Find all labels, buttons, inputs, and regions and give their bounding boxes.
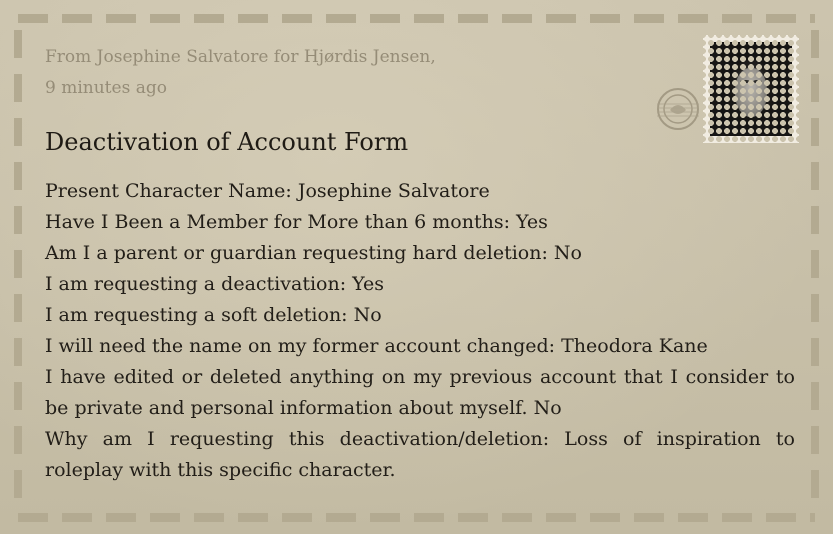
form-line-guardian: Am I a parent or guardian requesting hard deletion: No: [45, 242, 582, 264]
message-body: [45, 176, 795, 486]
airmail-border-top: [18, 14, 815, 23]
form-line-membership: Have I Been a Member for More than 6 months: Yes: [45, 211, 548, 233]
form-line-character-name: Present Character Name: Josephine Salvatore: [45, 180, 490, 202]
form-line-private-info: I have edited or deleted anything on my previous account that I consider to be private and personal information about myself. No: [45, 366, 795, 419]
message-meta: [45, 42, 465, 104]
form-line-name-change: I will need the name on my former account changed: Theodora Kane: [45, 335, 708, 357]
form-line-deactivation: I am requesting a deactivation: Yes: [45, 273, 385, 295]
airmail-border-bottom: [18, 513, 815, 522]
airmail-border-right: [811, 30, 819, 504]
message-sender: From Josephine Salvatore for Hjørdis Jensen,: [45, 47, 436, 67]
form-line-soft-deletion: I am requesting a soft deletion: No: [45, 304, 382, 326]
airmail-border-left: [14, 30, 22, 504]
message-content: [45, 42, 795, 486]
message-title: Deactivation of Account Form: [45, 128, 409, 156]
message-timestamp: 9 minutes ago: [45, 78, 167, 98]
form-line-reason: Why am I requesting this deactivation/deletion: Loss of inspiration to roleplay with this specific character.: [45, 428, 795, 481]
